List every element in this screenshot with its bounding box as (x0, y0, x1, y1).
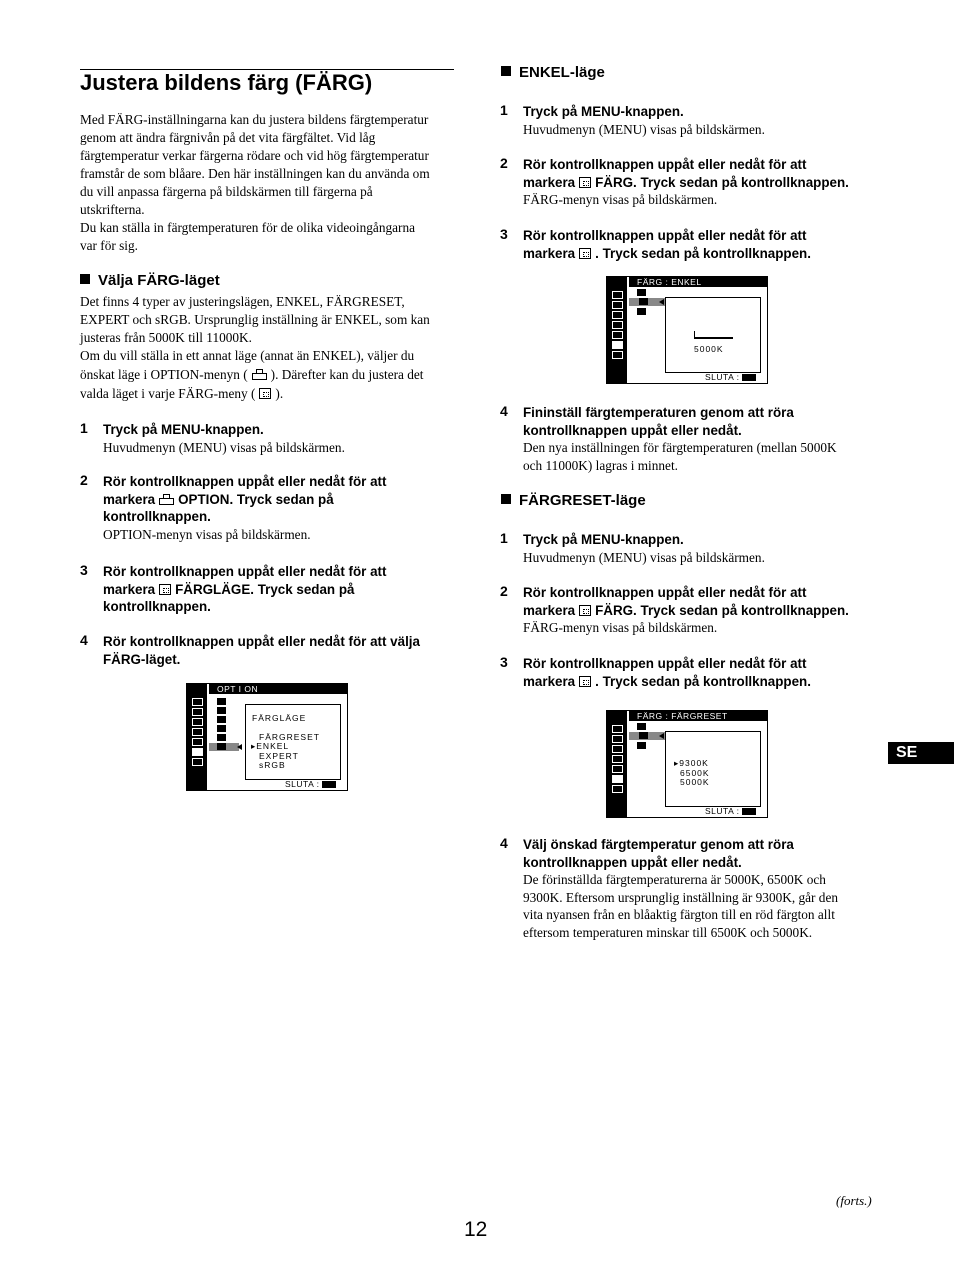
osd-option-icon (612, 785, 623, 793)
menu-key-icon (742, 808, 756, 815)
enkel-step-1: Tryck på MENU-knappen. Huvudmenyn (MENU) visas på bildskärmen. (523, 104, 765, 137)
intro-line: var för sig. (80, 238, 138, 253)
step-number: 3 (500, 654, 508, 670)
step-number: 4 (80, 632, 88, 648)
fargreset-step-2: Rör kontrollknappen uppåt eller nedåt för att markera FÄRG. Tryck sedan på kontrollknappen. FÄRG-menyn visas på bildskärmen. (523, 585, 849, 635)
continued-note: (forts.) (836, 1193, 872, 1208)
osd-sub-icon (217, 734, 226, 741)
osd-sub-icon (637, 742, 646, 749)
color-temp-icon (579, 248, 591, 259)
option-icon (252, 369, 267, 380)
osd-title-bar: FÄRG : FÄRGRESET (629, 711, 767, 721)
osd-panel: 5000K (665, 297, 761, 373)
bullet-square-icon (501, 494, 511, 504)
osd-position-icon (612, 745, 623, 753)
step-number: 3 (500, 226, 508, 242)
valja-step-1: Tryck på MENU-knappen. Huvudmenyn (MENU) visas på bildskärmen. (103, 422, 345, 455)
page-title: Justera bildens färg (FÄRG) (80, 70, 373, 95)
intro-line: framstår de som blåare. Den här inställningen kan du använda om (80, 166, 430, 181)
step-number: 2 (500, 155, 508, 171)
osd-sub-icon (637, 289, 646, 296)
step-number: 3 (80, 562, 88, 578)
osd-side-menu (607, 277, 627, 383)
language-tab: SE (888, 742, 954, 764)
step-number: 2 (80, 472, 88, 488)
osd-sub-icon (217, 725, 226, 732)
osd-contrast-icon (612, 735, 623, 743)
osd-size-icon (192, 728, 203, 736)
intro-line: genom att ändra färgnivån på det vita färgfältet. Vid låg (80, 130, 376, 145)
section-heading-valja: Välja FÄRG-läget (80, 272, 220, 289)
valja-step-2: Rör kontrollknappen uppåt eller nedåt för att markera OPTION. Tryck sedan på kontrollknappen. OPTION-menyn visas på bildskärmen. (103, 474, 387, 542)
osd-sub-icon (217, 698, 226, 705)
enkel-step-4: Fininställ färgtemperaturen genom att röra kontrollknappen uppåt eller nedåt. Den nya inställningen för färgtemperaturen (mellan 5000K och 11000K) lagras i minnet. (523, 405, 837, 473)
color-temp-icon (579, 676, 591, 687)
step-number: 2 (500, 583, 508, 599)
option-icon (159, 494, 174, 505)
osd-panel: ▸9300K 6500K 5000K (665, 731, 761, 807)
intro-line: utskrifterna. (80, 202, 145, 217)
step-number: 4 (500, 403, 508, 419)
osd-side-menu (607, 711, 627, 817)
step-number: 1 (500, 530, 508, 546)
section-heading-enkel: ENKEL-läge (501, 64, 605, 81)
osd-option-icon (612, 351, 623, 359)
color-mode-icon (159, 584, 171, 595)
step-number: 4 (500, 835, 508, 851)
osd-contrast-icon (612, 301, 623, 309)
osd-title-bar: OPT I ON (209, 684, 347, 694)
step-number: 1 (500, 102, 508, 118)
osd-option-screen (186, 683, 348, 791)
osd-brightness-icon (192, 698, 203, 706)
valja-step-3: Rör kontrollknappen uppåt eller nedåt för att markera FÄRGLÄGE. Tryck sedan på kontrollknappen. (103, 564, 387, 614)
osd-pointer-icon (237, 744, 242, 750)
osd-exit-hint: SLUTA : (705, 806, 756, 816)
fargreset-step-3: Rör kontrollknappen uppåt eller nedåt för att markera . Tryck sedan på kontrollknappen. (523, 656, 811, 689)
intro-line: du vill anpassa färgerna på bildskärmen till färgerna på (80, 184, 373, 199)
enkel-step-3: Rör kontrollknappen uppåt eller nedåt för att markera . Tryck sedan på kontrollknappen. (523, 228, 811, 261)
osd-contrast-icon (192, 708, 203, 716)
osd-pointer-icon (659, 733, 664, 739)
step-number: 1 (80, 420, 88, 436)
osd-option-icon (192, 748, 203, 756)
intro-line: Du kan ställa in färgtemperaturen för de olika videoingångarna (80, 220, 416, 235)
osd-sub-icon-selected (639, 732, 648, 739)
osd-position-icon (192, 718, 203, 726)
bullet-square-icon (501, 66, 511, 76)
intro-line: Med FÄRG-inställningarna kan du justera bildens färgtemperatur (80, 112, 429, 127)
bullet-square-icon (80, 274, 90, 284)
osd-size-icon (612, 755, 623, 763)
osd-side-menu (187, 684, 207, 790)
osd-input-icon (192, 758, 203, 766)
section-heading-fargreset: FÄRGRESET-läge (501, 492, 646, 509)
valja-paragraph: Det finns 4 typer av justeringslägen, ENKEL, FÄRGRESET, EXPERT och sRGB. Ursprunglig inställning är ENKEL, som kan justeras från 5000K till 11000K. Om du vill ställa in ett annat läge (annat än ENKEL), väljer du önskat läge i OPTION-menyn ( ). Därefter kan du justera det valda läget i varje FÄRG-meny ( ). (80, 294, 430, 401)
osd-pointer-icon (659, 299, 664, 305)
osd-color-icon (612, 341, 623, 349)
osd-geometry-icon (612, 331, 623, 339)
menu-key-icon (742, 374, 756, 381)
page-number: 12 (464, 1218, 488, 1241)
osd-geometry-icon (612, 765, 623, 773)
menu-key-icon (322, 781, 336, 788)
osd-position-icon (612, 311, 623, 319)
osd-sub-icon (637, 308, 646, 315)
valja-step-4: Rör kontrollknappen uppåt eller nedåt för att välja FÄRG-läget. (103, 634, 420, 667)
osd-title-bar: FÄRG : ENKEL (629, 277, 767, 287)
osd-brightness-icon (612, 725, 623, 733)
osd-enkel-screen (606, 276, 768, 384)
osd-sub-icon-selected (217, 743, 226, 750)
osd-sub-icon (217, 707, 226, 714)
color-icon (579, 177, 591, 188)
osd-color-icon (612, 775, 623, 783)
color-icon (259, 388, 271, 399)
osd-sub-icon-selected (639, 298, 648, 305)
intro-paragraph (80, 111, 460, 255)
osd-exit-hint: SLUTA : (705, 372, 756, 382)
osd-exit-hint: SLUTA : (285, 779, 336, 789)
fargreset-step-4: Välj önskad färgtemperatur genom att röra kontrollknappen uppåt eller nedåt. De förinställda färgtemperaturerna är 5000K, 6500K och 9300K. Eftersom ursprunglig inställning är 9300K, går den vita nyansen från en blåaktig färgton till en röd färgton allt eftersom temperaturen minskar till 6500K och 5000K. (523, 837, 839, 940)
osd-panel: FÄRGLÄGE FÄRGRESET ▸ENKEL EXPERT sRGB (245, 704, 341, 780)
osd-fargreset-screen (606, 710, 768, 818)
color-icon (579, 605, 591, 616)
osd-sub-icon (217, 716, 226, 723)
osd-color-icon (192, 738, 203, 746)
fargreset-step-1: Tryck på MENU-knappen. Huvudmenyn (MENU) visas på bildskärmen. (523, 532, 765, 565)
enkel-step-2: Rör kontrollknappen uppåt eller nedåt för att markera FÄRG. Tryck sedan på kontrollknappen. FÄRG-menyn visas på bildskärmen. (523, 157, 849, 207)
osd-size-icon (612, 321, 623, 329)
color-temp-slider (694, 331, 733, 339)
osd-sub-icon (637, 723, 646, 730)
intro-line: färgtemperatur verkar färgerna rödare och vid hög färgtemperatur (80, 148, 429, 163)
osd-brightness-icon (612, 291, 623, 299)
